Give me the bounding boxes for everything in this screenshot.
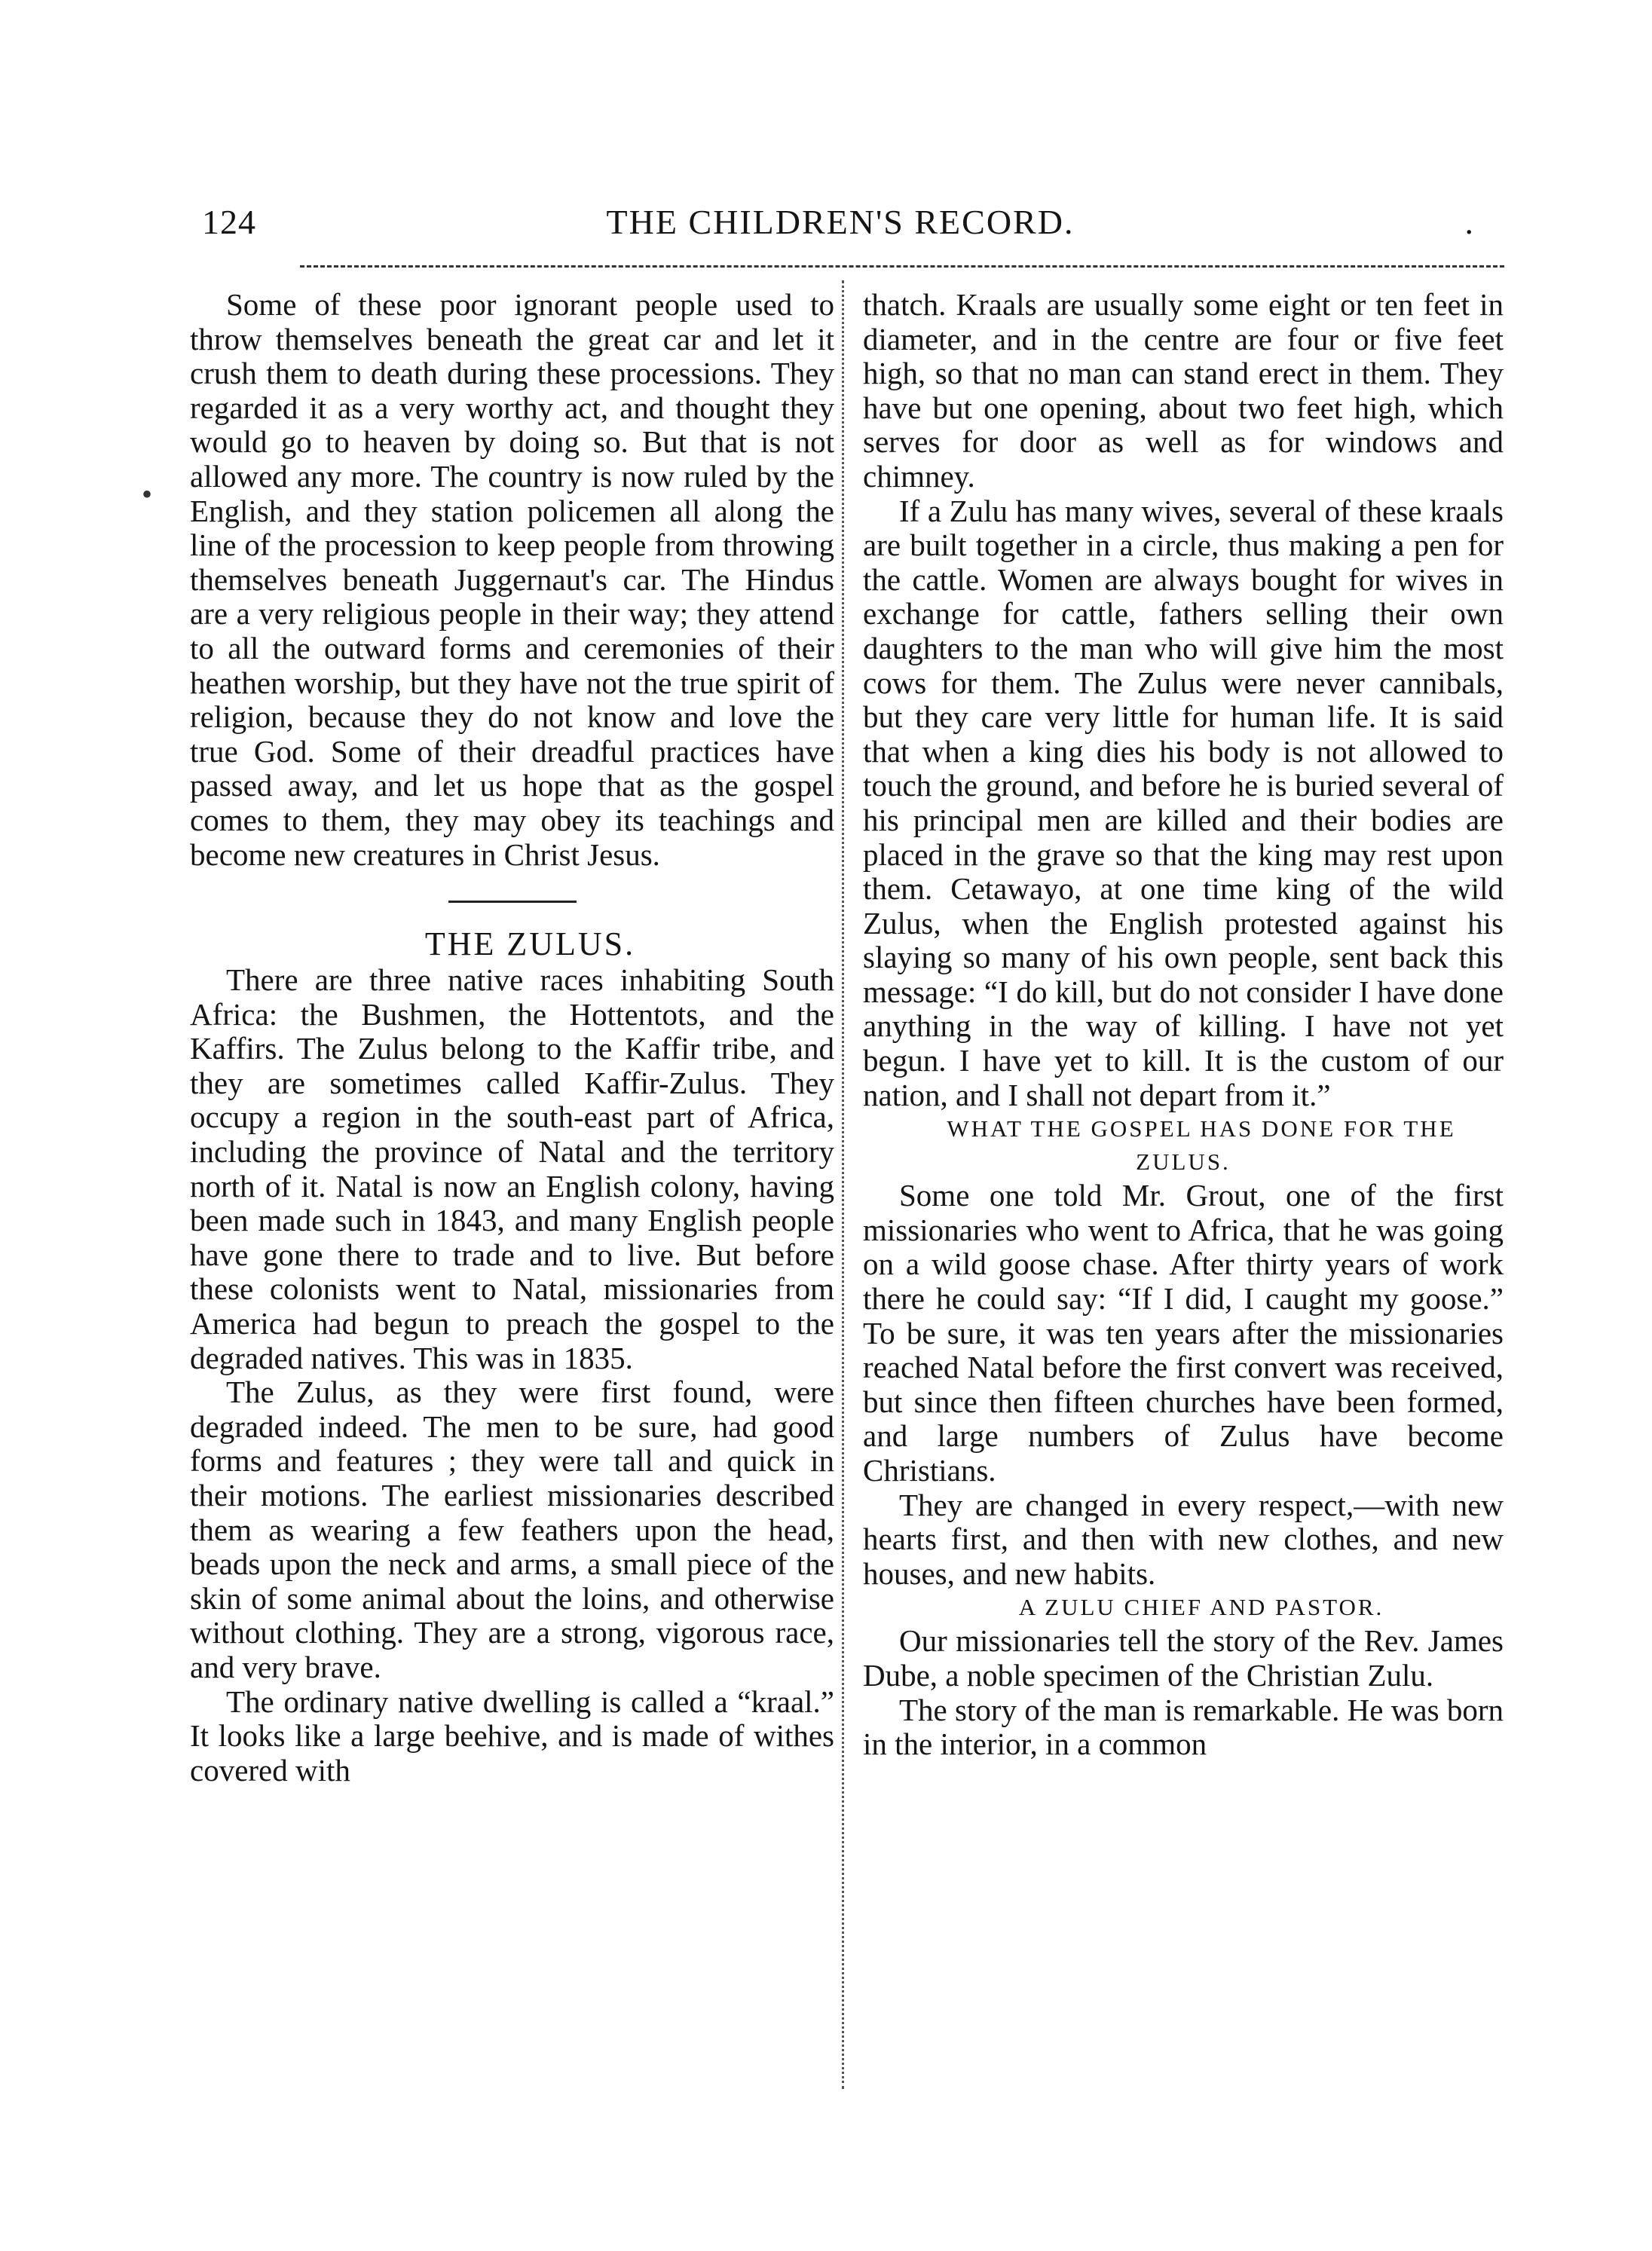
page-number: 124	[202, 203, 256, 241]
paragraph-zulus-found: The Zulus, as they were first found, were degraded indeed. The men to be sure, had good forms and features ; they were tall and quick in their motions. The earliest missionaries described them as wearing a few feathers upon the head, beads upon the neck and arms, a small piece of the skin of some animal about the loins, and otherwise without clothing. They are a strong, vigorous race, and very brave.	[190, 1375, 834, 1684]
page-header	[173, 202, 1507, 255]
paragraph-many-wives: If a Zulu has many wives, several of these kraals are built together in a circle, thus making a pen for the cattle. Women are always bought for wives in exchange for cattle, fathers selling their own daughters to the man who will give him the most cows for them. The Zulus were never cannibals, but they care very little for human life. It is said that when a king dies his body is not allowed to touch the ground, and before he is buried several of his principal men are killed and their bodies are placed in the grave so that the king may rest upon them. Cetawayo, at one time king of the wild Zulus, when the English protested against his slaying so many of his own people, sent back this message: “I do kill, but do not consider I have done anything in the way of killing. I have not yet begun. I have yet to kill. It is the custom of our nation, and I shall not depart from it.”	[863, 493, 1504, 1112]
column-divider	[842, 280, 844, 2089]
paragraph-juggernaut: Some of these poor ignorant people used to throw themselves beneath the great car and let it crush them to death during these processions. They regarded it as a very worthy act, and thought they would go to heaven by doing so. But that is not allowed any more. The country is now ruled by the English, and they station policemen all along the line of the procession to keep people from throwing themselves beneath Juggernaut's car. The Hindus are a very religious people in their way; they attend to all the outward forms and ceremonies of their heathen worship, but they have not the true spirit of religion, because they do not know and love the true God. Some of their dreadful practices have passed away, and let us hope that as the gospel comes to them, they may obey its teachings and become new creatures in Christ Jesus.	[190, 287, 834, 872]
paragraph-james-dube: Our missionaries tell the story of the Rev. James Dube, a noble specimen of the Christian Zulu.	[863, 1623, 1504, 1693]
running-title: THE CHILDREN'S RECORD.	[606, 203, 1075, 241]
paragraph-native-races: There are three native races inhabiting South Africa: the Bushmen, the Hottentots, and the Kaffirs. The Zulus belong to the Kaffir tribe, and they are sometimes called Kaffir-Zulus. They occupy a region in the south-east part of Africa, including the province of Natal and the territory north of it. Natal is now an English colony, having been made such in 1843, and many English people have gone there to trade and to live. But before these colonists went to Natal, missionaries from America had begun to preach the gospel to the degraded natives. This was in 1835.	[190, 962, 834, 1375]
margin-speck: •	[142, 477, 153, 511]
paragraph-mr-grout: Some one told Mr. Grout, one of the first missionaries who went to Africa, that he was going on a wild goose chase. After thirty years of work there he could say: “If I did, I caught my goose.” To be sure, it was ten years after the missionaries reached Natal before the first convert was received, but since then fifteen churches have been formed, and large numbers of Zulus have become Christians.	[863, 1178, 1504, 1488]
paragraph-changed: They are changed in every respect,—with new hearts first, and then with new clothes, and new houses, and new habits.	[863, 1487, 1504, 1591]
subhead-chief-pastor: A ZULU CHIEF AND PASTOR.	[1018, 1594, 1384, 1621]
header-rule	[300, 265, 1504, 268]
header-dot: .	[1464, 203, 1473, 241]
subhead-gospel: WHAT THE GOSPEL HAS DONE FOR THE ZULUS.	[947, 1115, 1456, 1176]
left-column	[190, 288, 834, 1788]
paragraph-thatch: thatch. Kraals are usually some eight or ten feet in diameter, and in the centre are four or five feet high, so that no man can stand erect in them. They have but one opening, about two feet high, which serves for door as well as for windows and chimney.	[863, 287, 1504, 494]
section-title-zulus: THE ZULUS.	[424, 925, 636, 963]
right-column	[863, 288, 1504, 1762]
paragraph-story: The story of the man is remarkable. He was born in the interior, in a common	[863, 1692, 1504, 1762]
paragraph-kraal: The ordinary native dwelling is called a “kraal.” It looks like a large beehive, and is made of withes covered with	[190, 1684, 834, 1788]
section-rule	[448, 901, 577, 903]
